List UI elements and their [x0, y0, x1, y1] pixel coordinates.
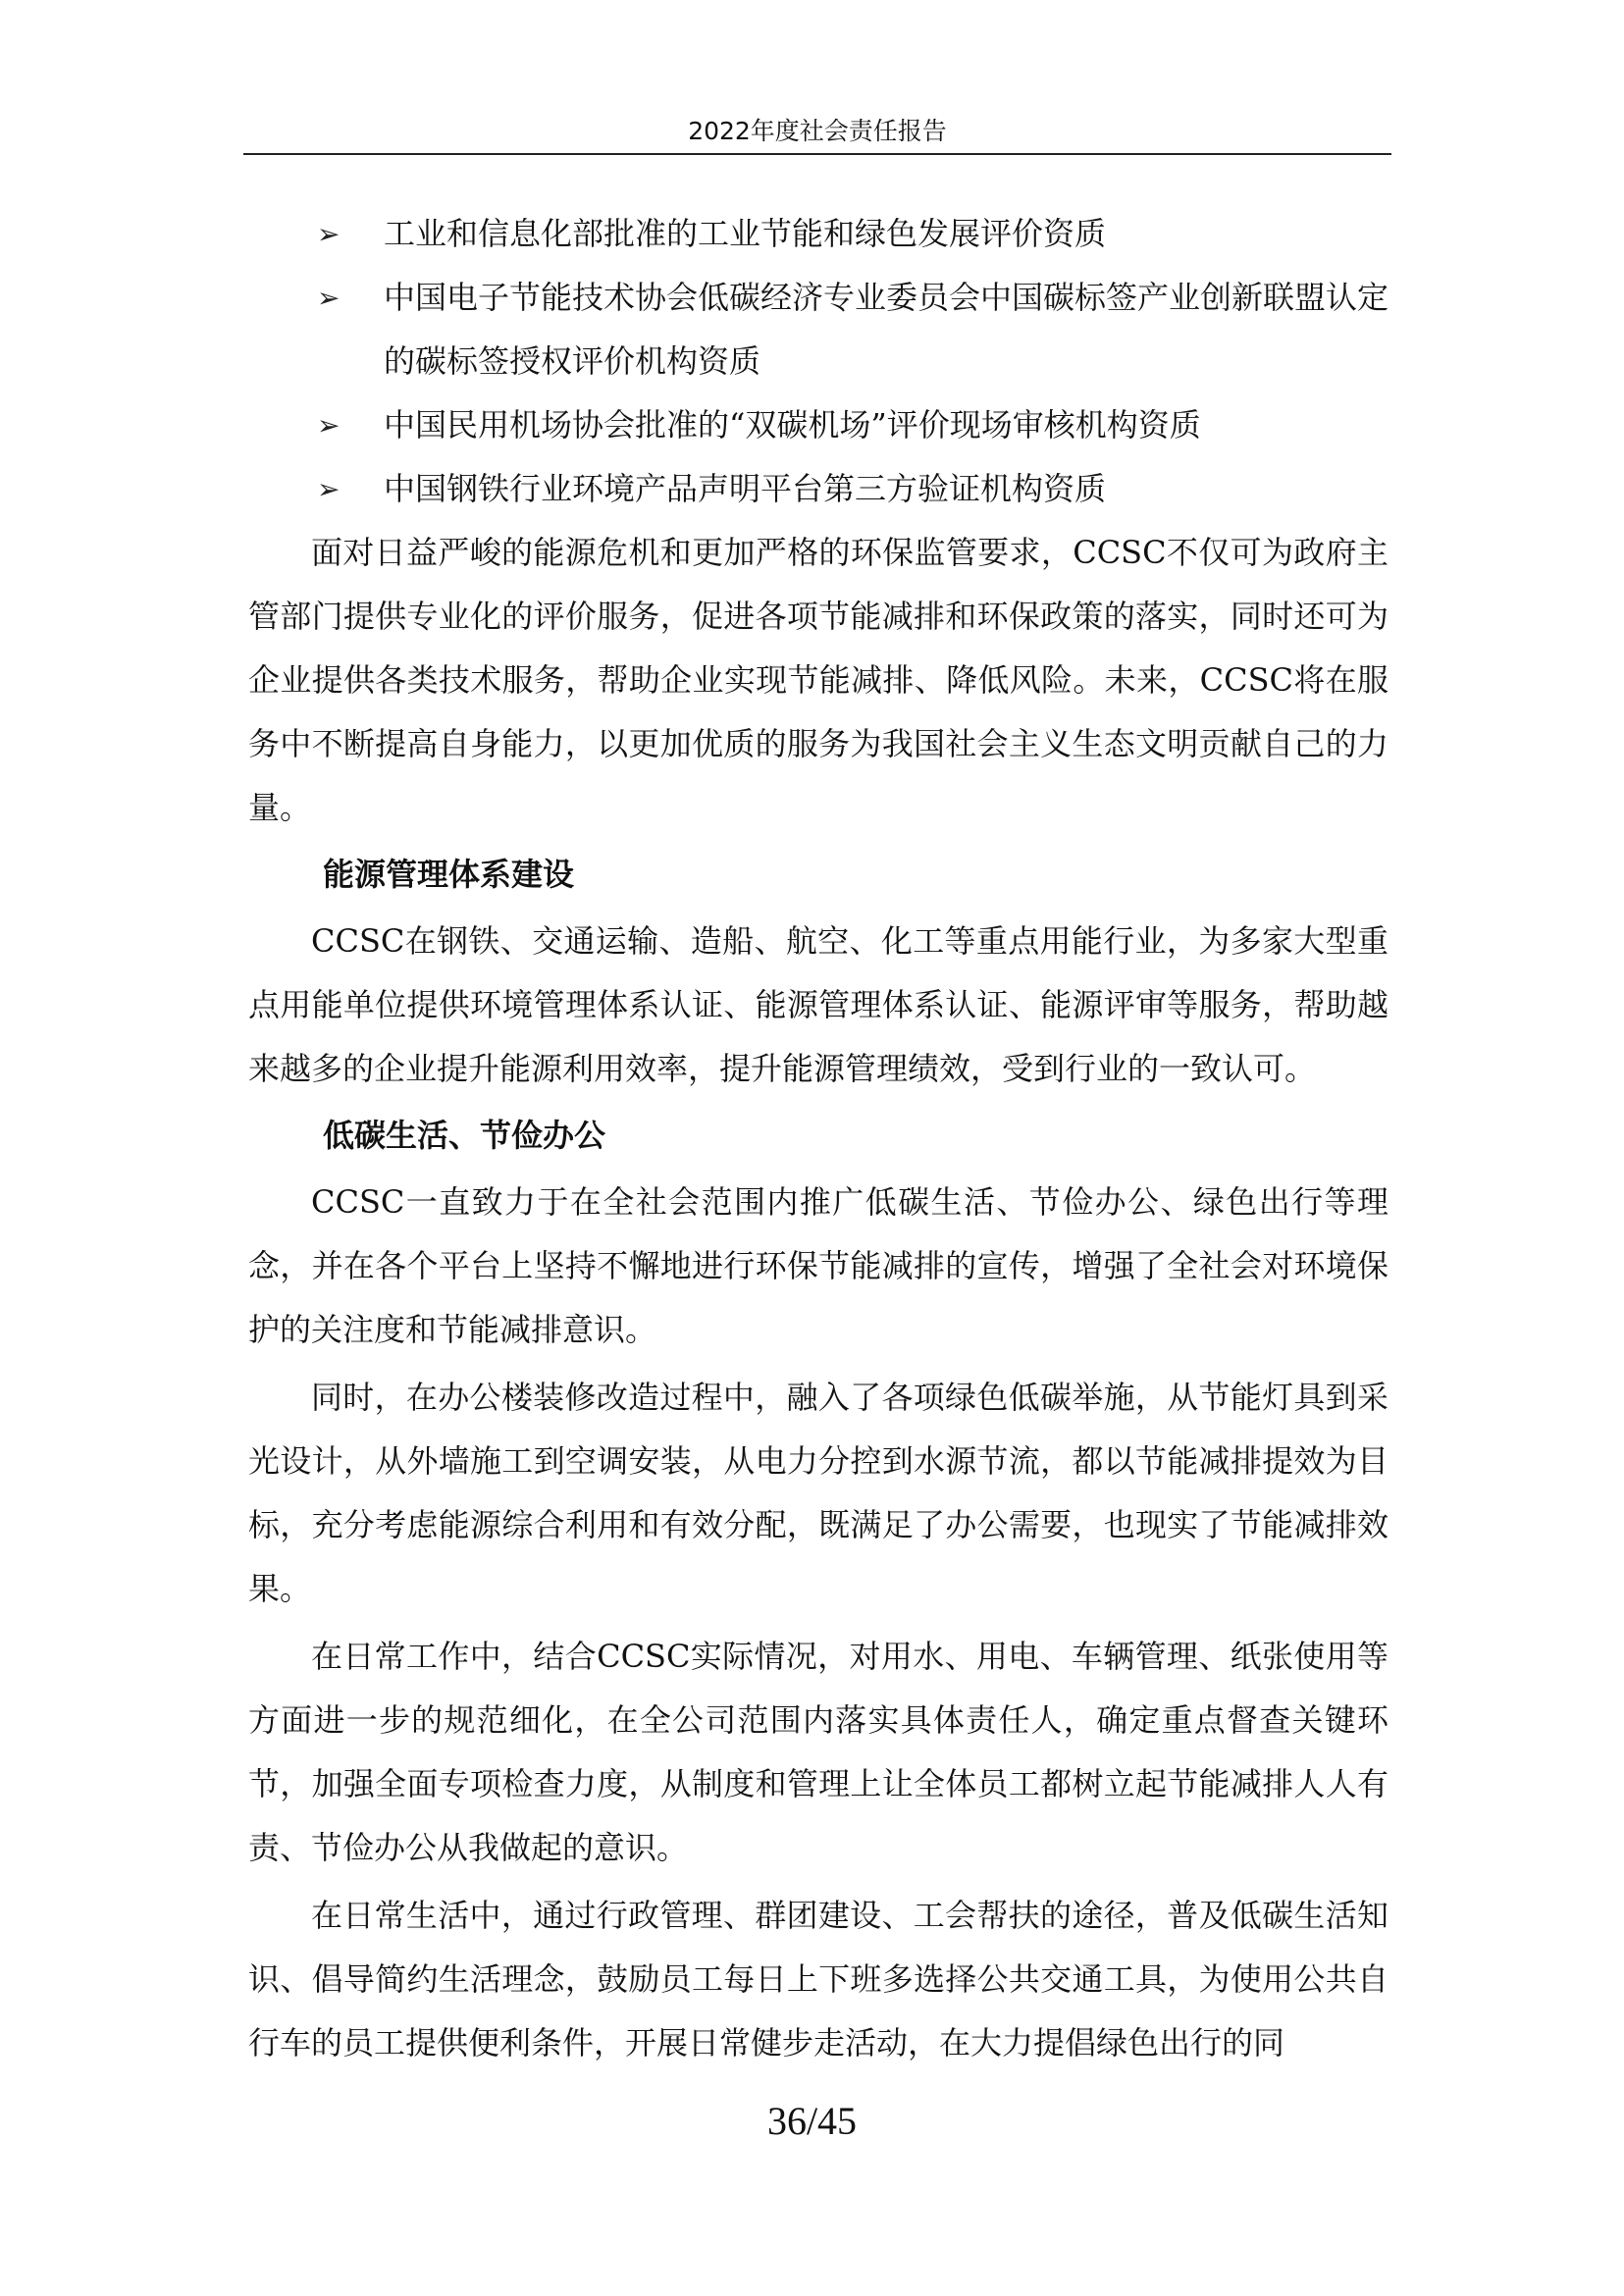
bullet-text: 中国电子节能技术协会低碳经济专业委员会中国碳标签产业创新联盟认定的碳标签授权评价机构资质	[384, 279, 1389, 380]
document-body	[248, 202, 1388, 2075]
intro-paragraph: 面对日益严峻的能源危机和更加严格的环保监管要求，CCSC不仅可为政府主管部门提供专业化的评价服务，促进各项节能减排和环保政策的落实，同时还可为企业提供各类技术服务，帮助企业实现节能减排、降低风险。未来，CCSC将在服务中不断提高自身能力，以更加优质的服务为我国社会主义生态文明贡献自己的力量。	[248, 534, 1388, 826]
arrow-bullet-icon: ➢	[317, 218, 341, 250]
bullet-item	[248, 457, 1388, 521]
energy-paragraph: CCSC在钢铁、交通运输、造船、航空、化工等重点用能行业，为多家大型重点用能单位提供环境管理体系认证、能源管理体系认证、能源评审等服务，帮助越来越多的企业提升能源利用效率，提升能源管理绩效，受到行业的一致认可。	[248, 922, 1388, 1087]
arrow-bullet-icon: ➢	[317, 409, 341, 442]
bullet-text: 中国钢铁行业环境产品声明平台第三方验证机构资质	[384, 470, 1107, 507]
arrow-bullet-icon: ➢	[317, 282, 341, 314]
lowcarbon-paragraph: 在日常生活中，通过行政管理、群团建设、工会帮扶的途径，普及低碳生活知识、倡导简约生活理念，鼓励员工每日上下班多选择公共交通工具，为使用公共自行车的员工提供便利条件，开展日常健步走活动，在大力提倡绿色出行的同	[248, 1897, 1388, 2061]
bullet-text: 工业和信息化部批准的工业节能和绿色发展评价资质	[384, 215, 1107, 252]
section-heading-lowcarbon: 低碳生活、节俭办公	[323, 1117, 606, 1154]
bullet-item	[248, 202, 1388, 266]
section-heading-energy: 能源管理体系建设	[323, 856, 575, 893]
page-header: 2022年度社会责任报告	[243, 110, 1391, 155]
lowcarbon-paragraph: 同时，在办公楼装修改造过程中，融入了各项绿色低碳举施，从节能灯具到采光设计，从外墙施工到空调安装，从电力分控到水源节流，都以节能减排提效为目标，充分考虑能源综合利用和有效分配，既满足了办公需要，也现实了节能减排效果。	[248, 1379, 1388, 1607]
bullet-text: 中国民用机场协会批准的“双碳机场”评价现场审核机构资质	[384, 406, 1201, 444]
arrow-bullet-icon: ➢	[317, 473, 341, 505]
bullet-item	[248, 266, 1388, 393]
lowcarbon-paragraph: CCSC一直致力于在全社会范围内推广低碳生活、节俭办公、绿色出行等理念，并在各个平台上坚持不懈地进行环保节能减排的宣传，增强了全社会对环境保护的关注度和节能减排意识。	[248, 1183, 1388, 1348]
lowcarbon-paragraph: 在日常工作中，结合CCSC实际情况，对用水、用电、车辆管理、纸张使用等方面进一步的规范细化，在全公司范围内落实具体责任人，确定重点督查关键环节，加强全面专项检查力度，从制度和管理上让全体员工都树立起节能减排人人有责、节俭办公从我做起的意识。	[248, 1638, 1388, 1866]
bullet-item	[248, 393, 1388, 457]
page-number: 36/45	[766, 2099, 858, 2143]
